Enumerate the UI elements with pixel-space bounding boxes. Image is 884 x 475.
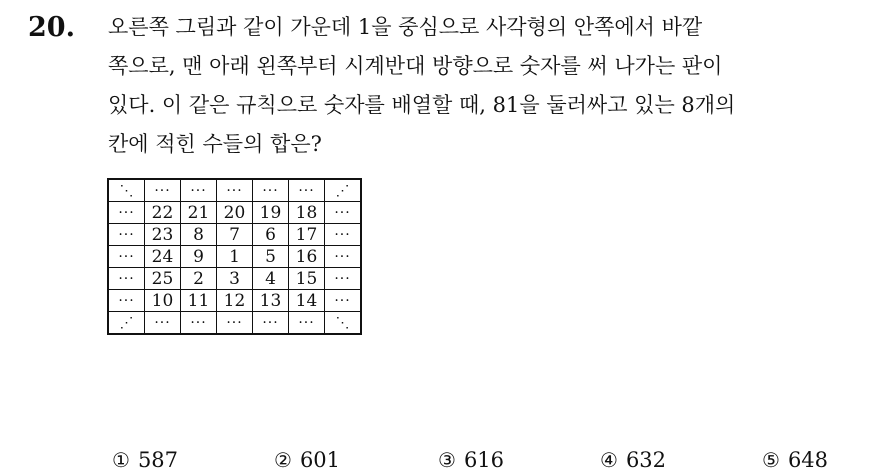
choice-2[interactable]	[274, 448, 340, 472]
grid-cell: 2	[181, 268, 217, 290]
choice-value: 648	[787, 448, 829, 472]
grid-cell: ···	[108, 268, 145, 290]
grid-cell: 11	[181, 290, 217, 312]
grid-cell: 19	[253, 202, 289, 224]
grid-cell: 20	[217, 202, 253, 224]
grid-cell: ···	[108, 290, 145, 312]
question-line-2: 쪽으로, 맨 아래 왼쪽부터 시계반대 방향으로 숫자를 써 나가는 판이	[108, 54, 723, 78]
grid-row	[108, 202, 361, 224]
choice-value: 632	[625, 448, 667, 472]
grid-cell: ···	[325, 202, 362, 224]
grid-cell: 18	[289, 202, 325, 224]
grid-cell: 1	[217, 246, 253, 268]
grid-row	[108, 268, 361, 290]
grid-row	[108, 246, 361, 268]
grid-cell: ···	[108, 224, 145, 246]
grid-cell: 15	[289, 268, 325, 290]
grid-cell: ···	[289, 179, 325, 202]
grid-cell: 4	[253, 268, 289, 290]
grid-cell: 16	[289, 246, 325, 268]
grid-cell: ⋱	[325, 312, 362, 335]
choice-value: 587	[137, 448, 179, 472]
grid-cell: 17	[289, 224, 325, 246]
choice-marker: ④	[600, 448, 618, 472]
grid-cell: ···	[325, 290, 362, 312]
grid-cell: 14	[289, 290, 325, 312]
grid-cell: 24	[145, 246, 181, 268]
grid-cell: ···	[289, 312, 325, 335]
grid-cell: ···	[217, 312, 253, 335]
grid-cell: ···	[325, 246, 362, 268]
grid-cell: ···	[217, 179, 253, 202]
grid-cell: ···	[145, 312, 181, 335]
answer-choices	[108, 448, 868, 475]
grid-cell: ···	[253, 179, 289, 202]
grid-row	[108, 224, 361, 246]
choice-marker: ②	[274, 448, 292, 472]
choice-5[interactable]	[762, 448, 828, 472]
choice-value: 601	[299, 448, 341, 472]
grid-cell: ···	[108, 202, 145, 224]
grid-cell: ···	[253, 312, 289, 335]
choice-value: 616	[463, 448, 505, 472]
grid-cell: 21	[181, 202, 217, 224]
choice-marker: ①	[112, 448, 130, 472]
grid-cell: ⋰	[325, 179, 362, 202]
grid-row	[108, 290, 361, 312]
grid-cell: 22	[145, 202, 181, 224]
grid-cell: 8	[181, 224, 217, 246]
question-line-3: 있다. 이 같은 규칙으로 숫자를 배열할 때, 81을 둘러싸고 있는 8개의	[108, 93, 736, 117]
grid-cell: ···	[108, 246, 145, 268]
grid-cell: 13	[253, 290, 289, 312]
grid-cell: ···	[325, 224, 362, 246]
choice-4[interactable]	[600, 448, 666, 472]
choice-marker: ③	[438, 448, 456, 472]
choice-3[interactable]	[438, 448, 504, 472]
grid-cell: ···	[181, 312, 217, 335]
grid-cell: 5	[253, 246, 289, 268]
number-spiral-grid	[107, 178, 362, 335]
grid-row	[108, 179, 361, 202]
question-line-4: 칸에 적힌 수들의 합은?	[108, 132, 322, 156]
choice-1[interactable]	[112, 448, 178, 472]
grid-cell: ···	[325, 268, 362, 290]
choice-marker: ⑤	[762, 448, 780, 472]
grid-cell: 12	[217, 290, 253, 312]
grid-cell: ⋱	[108, 179, 145, 202]
grid-row	[108, 312, 361, 335]
question-stem	[108, 8, 868, 164]
grid-cell: 10	[145, 290, 181, 312]
grid-cell: 9	[181, 246, 217, 268]
grid-cell: 3	[217, 268, 253, 290]
grid-cell: 23	[145, 224, 181, 246]
grid-cell: 6	[253, 224, 289, 246]
question-number: 20.	[28, 12, 75, 43]
grid-cell: 25	[145, 268, 181, 290]
grid-cell: 7	[217, 224, 253, 246]
grid-cell: ···	[145, 179, 181, 202]
question-line-1: 오른쪽 그림과 같이 가운데 1을 중심으로 사각형의 안쪽에서 바깥	[108, 15, 703, 39]
grid-cell: ···	[181, 179, 217, 202]
grid-cell: ⋰	[108, 312, 145, 335]
